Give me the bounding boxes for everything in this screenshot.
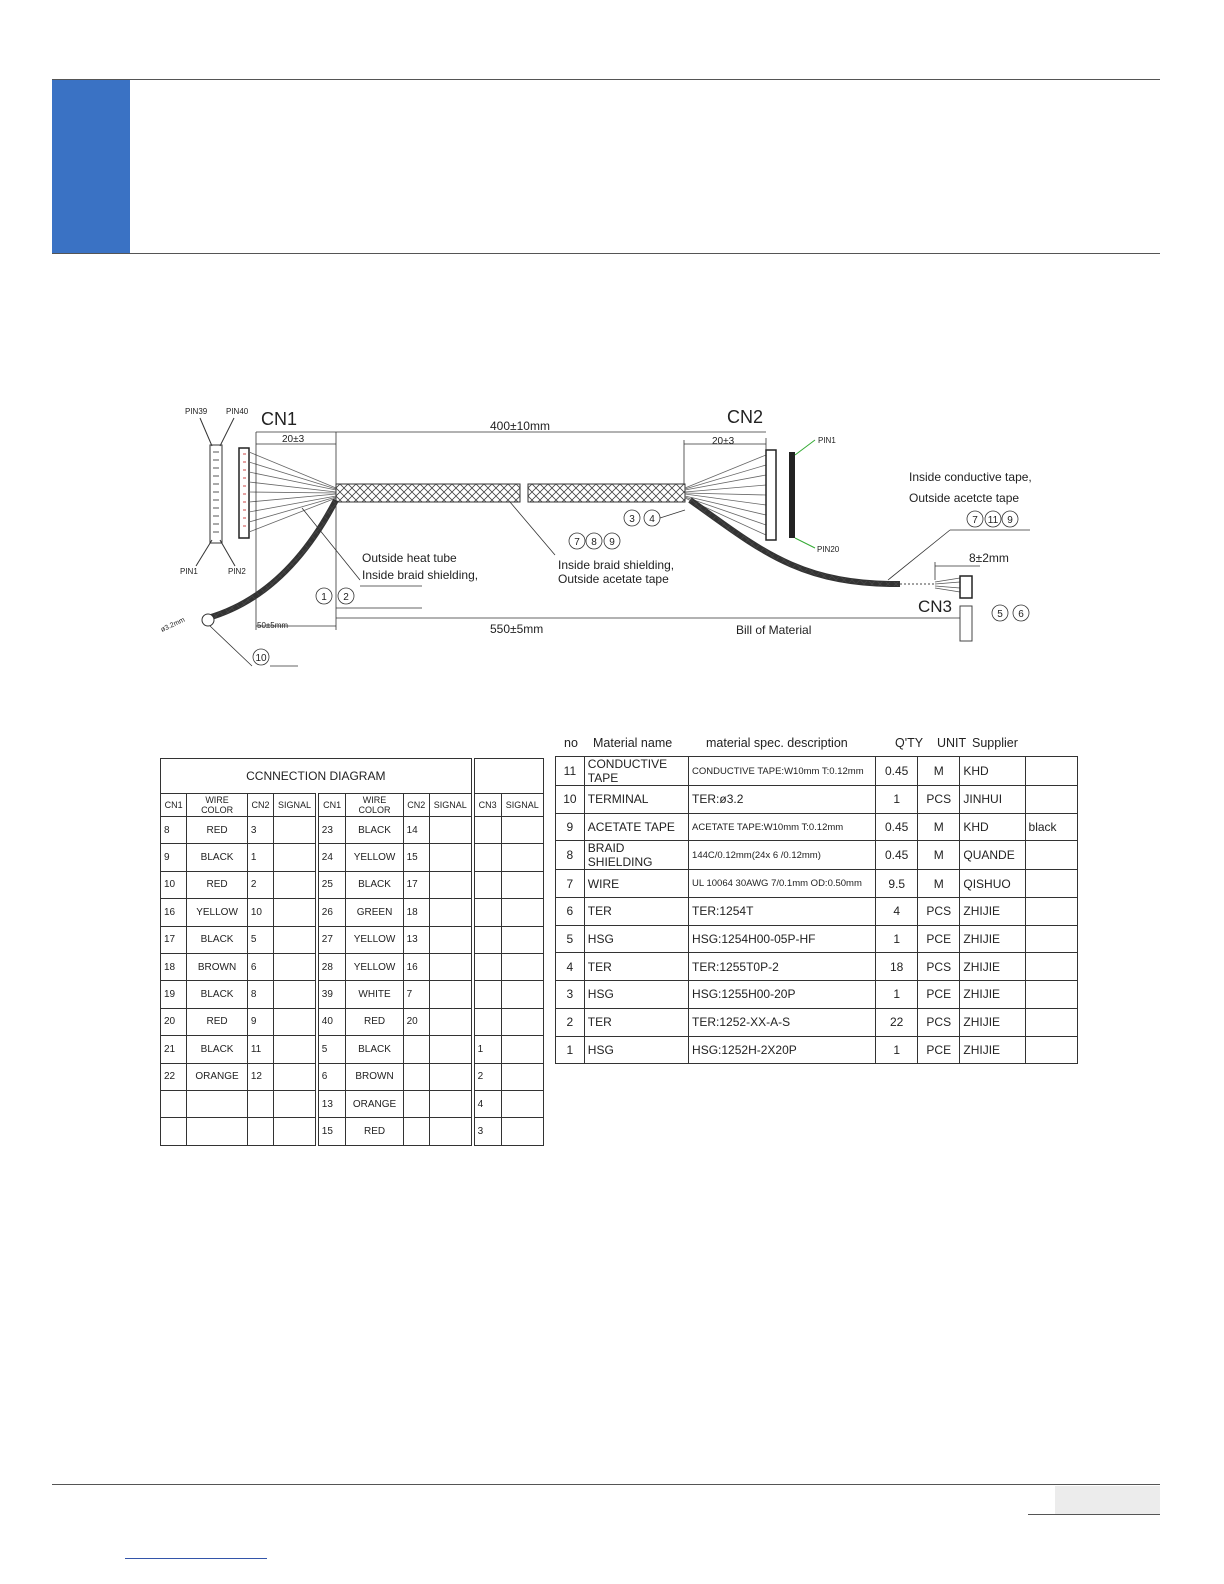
- bom-cell: 18: [876, 953, 918, 981]
- bom-cell: 10: [556, 786, 585, 814]
- connection-cell: ORANGE: [346, 1090, 403, 1117]
- bom-cell: HSG:1252H-2X20P: [689, 1036, 876, 1064]
- dim-cn1: 20±3: [282, 434, 305, 445]
- bom-cell: HSG:1255H00-20P: [689, 981, 876, 1009]
- connection-cell: [429, 1063, 472, 1090]
- connection-cell: [501, 981, 543, 1008]
- connection-cell: [274, 844, 317, 871]
- connection-cell: [161, 1118, 187, 1145]
- bom-cell: PCS: [918, 898, 960, 926]
- connection-cell: [429, 817, 472, 844]
- bom-cell: [1025, 898, 1077, 926]
- pin1-left-label: PIN1: [180, 567, 198, 576]
- connection-cell: [274, 1063, 317, 1090]
- connection-cell: BROWN: [346, 1063, 403, 1090]
- bom-cell: ZHIJIE: [960, 953, 1025, 981]
- connection-row: [161, 1008, 544, 1035]
- connection-title: CCNNECTION DIAGRAM: [161, 759, 473, 794]
- bom-row: [556, 1008, 1078, 1036]
- bom-cell: 5: [556, 925, 585, 953]
- connection-cell: [247, 1090, 273, 1117]
- cn1-label: CN1: [261, 409, 298, 429]
- connection-cell: [501, 899, 543, 926]
- connection-cell: [429, 1036, 472, 1063]
- note-heat-line2: Inside braid shielding,: [362, 568, 479, 582]
- bom-cell: 1: [876, 1036, 918, 1064]
- connection-cell: 40: [317, 1008, 346, 1035]
- dim-ring: 50±5mm: [257, 621, 289, 630]
- connection-cell: [187, 1090, 247, 1117]
- callout-1: 1: [321, 592, 327, 603]
- connection-cell: [473, 953, 501, 980]
- connection-row: [161, 1063, 544, 1090]
- connection-cell: [403, 1118, 429, 1145]
- connection-cell: 18: [161, 953, 187, 980]
- connection-row: [161, 1118, 544, 1145]
- bom-cell: 8: [556, 841, 585, 870]
- callout-10: 10: [255, 653, 267, 664]
- bom-cell: UL 10064 30AWG 7/0.1mm OD:0.50mm: [689, 870, 876, 898]
- bom-cell: [1025, 1008, 1077, 1036]
- bom-cell: 1: [556, 1036, 585, 1064]
- connection-cell: [403, 1063, 429, 1090]
- bom-cell: ZHIJIE: [960, 898, 1025, 926]
- bom-header-supplier: Supplier: [972, 736, 1018, 750]
- connection-cell: [473, 926, 501, 953]
- callout-9: 9: [609, 537, 615, 548]
- bom-cell: [1025, 757, 1077, 786]
- connection-cell: BLACK: [187, 844, 247, 871]
- cable-assembly-drawing: [160, 400, 1040, 682]
- connection-cell: [274, 953, 317, 980]
- bom-cell: 9.5: [876, 870, 918, 898]
- connection-cell: [274, 1118, 317, 1145]
- note-braid-line1: Inside braid shielding,: [558, 558, 675, 572]
- footer-link-line: [125, 1558, 267, 1559]
- connection-cell: [161, 1090, 187, 1117]
- bom-header: [555, 734, 1078, 754]
- connection-cell: YELLOW: [346, 953, 403, 980]
- connection-cell: 9: [161, 844, 187, 871]
- bom-cell: [1025, 953, 1077, 981]
- connection-cell: YELLOW: [346, 844, 403, 871]
- bom-cell: ZHIJIE: [960, 1008, 1025, 1036]
- bom-cell: PCS: [918, 1008, 960, 1036]
- connection-cell: YELLOW: [187, 899, 247, 926]
- ring-terminal: [202, 614, 214, 626]
- callout-2: 2: [343, 592, 349, 603]
- connection-cell: RED: [187, 871, 247, 898]
- bom-cell: ZHIJIE: [960, 981, 1025, 1009]
- connection-cell: [473, 899, 501, 926]
- connection-cell: [473, 817, 501, 844]
- header-wire-color: WIRE COLOR: [187, 794, 247, 817]
- connection-rows: [161, 817, 544, 1146]
- bom-cell: PCE: [918, 1036, 960, 1064]
- bom-cell: TER:1252-XX-A-S: [689, 1008, 876, 1036]
- bom-cell: BRAID SHIELDING: [584, 841, 688, 870]
- bom-cell: 7: [556, 870, 585, 898]
- callout-9b: 9: [1007, 515, 1013, 526]
- callout-7b: 7: [972, 515, 978, 526]
- connection-cell: 28: [317, 953, 346, 980]
- bom-cell: 144C/0.12mm(24x 6 /0.12mm): [689, 841, 876, 870]
- connection-cell: 13: [317, 1090, 346, 1117]
- footer-page-box: [1055, 1486, 1160, 1514]
- connection-cell: 23: [317, 817, 346, 844]
- bom-row: [556, 953, 1078, 981]
- bom-cell: [1025, 841, 1077, 870]
- bom-cell: PCS: [918, 786, 960, 814]
- bill-of-material-table: [555, 756, 1078, 1064]
- connection-cell: 15: [317, 1118, 346, 1145]
- connection-cell: ORANGE: [187, 1063, 247, 1090]
- connection-row: [161, 953, 544, 980]
- footer-underline: [1028, 1514, 1160, 1515]
- bom-cell: 11: [556, 757, 585, 786]
- connection-cell: [274, 1036, 317, 1063]
- bom-cell: HSG: [584, 1036, 688, 1064]
- bom-cell: TERMINAL: [584, 786, 688, 814]
- bom-cell: JINHUI: [960, 786, 1025, 814]
- connection-title-blank: [473, 759, 544, 794]
- bom-header-unit: UNIT: [937, 736, 967, 750]
- bom-cell: TER:1255T0P-2: [689, 953, 876, 981]
- connection-cell: 10: [247, 899, 273, 926]
- bom-cell: HSG: [584, 981, 688, 1009]
- connection-row: [161, 1090, 544, 1117]
- pin20-right-label: PIN20: [817, 545, 840, 554]
- connection-row: [161, 817, 544, 844]
- connection-cell: [501, 1008, 543, 1035]
- connection-cell: 3: [247, 817, 273, 844]
- bom-cell: 1: [876, 786, 918, 814]
- bom-header-name: Material name: [593, 736, 673, 750]
- bom-cell: ACETATE TAPE:W10mm T:0.12mm: [689, 813, 876, 841]
- connection-cell: YELLOW: [346, 926, 403, 953]
- bom-cell: TER:1254T: [689, 898, 876, 926]
- header-accent-block: [52, 80, 130, 253]
- connection-cell: 5: [317, 1036, 346, 1063]
- connection-cell: [429, 926, 472, 953]
- bom-row: [556, 786, 1078, 814]
- footer-rule: [52, 1484, 1160, 1485]
- connection-cell: [501, 844, 543, 871]
- dim-bottom: 550±5mm: [490, 622, 544, 636]
- note-cond-line1: Inside conductive tape,: [909, 470, 1032, 484]
- connection-cell: 19: [161, 981, 187, 1008]
- connection-cell: [274, 871, 317, 898]
- bom-row: [556, 1036, 1078, 1064]
- dim-total-top: 400±10mm: [490, 419, 550, 433]
- bom-cell: M: [918, 757, 960, 786]
- callout-11: 11: [987, 515, 999, 526]
- bom-cell: 2: [556, 1008, 585, 1036]
- connection-row: [161, 1036, 544, 1063]
- bom-row: [556, 813, 1078, 841]
- connection-cell: [473, 871, 501, 898]
- header-signal-c: SIGNAL: [501, 794, 543, 817]
- connection-cell: 10: [161, 871, 187, 898]
- callout-5: 5: [997, 609, 1003, 620]
- connection-cell: [501, 871, 543, 898]
- callout-4: 4: [649, 514, 655, 525]
- connection-cell: [403, 1036, 429, 1063]
- bom-cell: 9: [556, 813, 585, 841]
- connection-cell: [501, 1063, 543, 1090]
- bom-row: [556, 925, 1078, 953]
- connection-cell: [187, 1118, 247, 1145]
- ring-label: ø3.2mm: [160, 616, 187, 634]
- connection-cell: 20: [161, 1008, 187, 1035]
- bom-cell: HSG: [584, 925, 688, 953]
- connection-cell: 1: [247, 844, 273, 871]
- connection-cell: 39: [317, 981, 346, 1008]
- pin39-label: PIN39: [185, 407, 208, 416]
- bom-cell: 1: [876, 981, 918, 1009]
- connection-cell: [501, 1118, 543, 1145]
- header-signal: SIGNAL: [274, 794, 317, 817]
- bom-cell: ZHIJIE: [960, 1036, 1025, 1064]
- connection-cell: 16: [403, 953, 429, 980]
- note-heat-line1: Outside heat tube: [362, 551, 457, 565]
- connection-cell: 20: [403, 1008, 429, 1035]
- main-cable-left: [336, 484, 520, 502]
- bom-cell: [1025, 925, 1077, 953]
- connection-cell: [274, 1090, 317, 1117]
- cn3-header-shape: [960, 606, 972, 641]
- connection-cell: 9: [247, 1008, 273, 1035]
- connection-diagram-table: [160, 758, 544, 1146]
- connection-cell: 26: [317, 899, 346, 926]
- bom-header-no: no: [564, 736, 578, 750]
- bill-label: Bill of Material: [736, 623, 812, 637]
- connection-cell: [247, 1118, 273, 1145]
- connection-cell: 8: [247, 981, 273, 1008]
- connection-cell: 24: [317, 844, 346, 871]
- connection-cell: 4: [473, 1090, 501, 1117]
- connection-cell: 12: [247, 1063, 273, 1090]
- bom-cell: 4: [556, 953, 585, 981]
- header-cn3: CN3: [473, 794, 501, 817]
- bom-cell: M: [918, 813, 960, 841]
- bom-cell: CONDUCTIVE TAPE: [584, 757, 688, 786]
- connection-cell: 7: [403, 981, 429, 1008]
- pin40-label: PIN40: [226, 407, 249, 416]
- bom-cell: TER: [584, 898, 688, 926]
- bom-cell: [1025, 1036, 1077, 1064]
- connection-cell: RED: [346, 1118, 403, 1145]
- callout-7: 7: [574, 537, 580, 548]
- connection-cell: RED: [187, 1008, 247, 1035]
- connection-cell: 13: [403, 926, 429, 953]
- bom-row: [556, 981, 1078, 1009]
- bom-cell: 0.45: [876, 757, 918, 786]
- connection-cell: BLACK: [346, 871, 403, 898]
- bom-cell: M: [918, 870, 960, 898]
- bom-cell: M: [918, 841, 960, 870]
- cn2-header-shape: [789, 452, 795, 538]
- connection-row: [161, 871, 544, 898]
- connection-cell: [429, 1008, 472, 1035]
- connection-cell: GREEN: [346, 899, 403, 926]
- connection-cell: [501, 926, 543, 953]
- bom-cell: QISHUO: [960, 870, 1025, 898]
- bom-rows: [556, 757, 1078, 1064]
- connection-cell: 14: [403, 817, 429, 844]
- bom-header-spec: material spec. description: [706, 736, 848, 750]
- connection-cell: 27: [317, 926, 346, 953]
- connection-cell: [501, 1036, 543, 1063]
- connection-cell: [429, 844, 472, 871]
- connection-cell: 15: [403, 844, 429, 871]
- connection-cell: 6: [317, 1063, 346, 1090]
- connection-cell: 6: [247, 953, 273, 980]
- connection-cell: 8: [161, 817, 187, 844]
- connection-cell: [274, 981, 317, 1008]
- connection-cell: [429, 1118, 472, 1145]
- bom-cell: TER:ø3.2: [689, 786, 876, 814]
- connection-cell: 22: [161, 1063, 187, 1090]
- bom-cell: [1025, 786, 1077, 814]
- bom-cell: black: [1025, 813, 1077, 841]
- header-bottom-rule: [52, 253, 1160, 254]
- bom-cell: PCS: [918, 953, 960, 981]
- connection-cell: [473, 844, 501, 871]
- callout-3: 3: [629, 514, 635, 525]
- bom-row: [556, 870, 1078, 898]
- connection-cell: BROWN: [187, 953, 247, 980]
- cn3-connector-shape: [960, 576, 972, 598]
- bom-cell: TER: [584, 1008, 688, 1036]
- header-wire-color-b: WIRE COLOR: [346, 794, 403, 817]
- connection-cell: 2: [473, 1063, 501, 1090]
- dim-cn3: 8±2mm: [969, 551, 1009, 565]
- bom-cell: [1025, 870, 1077, 898]
- connection-cell: 1: [473, 1036, 501, 1063]
- connection-cell: BLACK: [187, 981, 247, 1008]
- bom-cell: 0.45: [876, 813, 918, 841]
- connection-cell: BLACK: [187, 926, 247, 953]
- bom-cell: 0.45: [876, 841, 918, 870]
- connection-row: [161, 981, 544, 1008]
- connection-cell: [473, 981, 501, 1008]
- bom-cell: 4: [876, 898, 918, 926]
- cn2-connector-shape: [766, 450, 776, 540]
- header-cn2-b: CN2: [403, 794, 429, 817]
- bom-cell: KHD: [960, 757, 1025, 786]
- header-signal-b: SIGNAL: [429, 794, 472, 817]
- connection-cell: RED: [187, 817, 247, 844]
- connection-cell: 17: [161, 926, 187, 953]
- callout-6: 6: [1018, 609, 1024, 620]
- bom-row: [556, 757, 1078, 786]
- connection-row: [161, 899, 544, 926]
- bom-cell: QUANDE: [960, 841, 1025, 870]
- connection-cell: BLACK: [346, 1036, 403, 1063]
- pin2-left-label: PIN2: [228, 567, 246, 576]
- connection-cell: 17: [403, 871, 429, 898]
- bom-cell: PCE: [918, 925, 960, 953]
- connection-cell: [473, 1008, 501, 1035]
- bom-cell: [1025, 981, 1077, 1009]
- connection-cell: [274, 1008, 317, 1035]
- connection-cell: [274, 926, 317, 953]
- bom-cell: HSG:1254H00-05P-HF: [689, 925, 876, 953]
- header-cn1-b: CN1: [317, 794, 346, 817]
- bom-cell: 22: [876, 1008, 918, 1036]
- connection-cell: 5: [247, 926, 273, 953]
- header-top-rule: [52, 79, 1160, 80]
- connection-cell: [429, 899, 472, 926]
- bom-cell: WIRE: [584, 870, 688, 898]
- dim-cn2: 20±3: [712, 436, 735, 447]
- bom-row: [556, 898, 1078, 926]
- bom-cell: CONDUCTIVE TAPE:W10mm T:0.12mm: [689, 757, 876, 786]
- note-braid-line2: Outside acetate tape: [558, 572, 669, 586]
- note-cond-line2: Outside acetcte tape: [909, 491, 1020, 505]
- connection-cell: BLACK: [187, 1036, 247, 1063]
- connection-cell: 2: [247, 871, 273, 898]
- connection-cell: [429, 1090, 472, 1117]
- connection-cell: WHITE: [346, 981, 403, 1008]
- connection-cell: [274, 899, 317, 926]
- bom-row: [556, 841, 1078, 870]
- connection-cell: BLACK: [346, 817, 403, 844]
- connection-cell: [501, 953, 543, 980]
- connection-cell: 25: [317, 871, 346, 898]
- bom-cell: KHD: [960, 813, 1025, 841]
- connection-cell: RED: [346, 1008, 403, 1035]
- connection-cell: 18: [403, 899, 429, 926]
- bom-cell: 3: [556, 981, 585, 1009]
- connection-cell: 21: [161, 1036, 187, 1063]
- connection-cell: [429, 871, 472, 898]
- connection-cell: [501, 1090, 543, 1117]
- connection-cell: 3: [473, 1118, 501, 1145]
- bom-cell: 6: [556, 898, 585, 926]
- bom-cell: ACETATE TAPE: [584, 813, 688, 841]
- connection-cell: [274, 817, 317, 844]
- main-cable-right: [528, 484, 685, 502]
- connection-cell: 16: [161, 899, 187, 926]
- connection-cell: [501, 817, 543, 844]
- bom-header-qty: Q'TY: [895, 736, 924, 750]
- header-cn1: CN1: [161, 794, 187, 817]
- connection-row: [161, 844, 544, 871]
- cn2-label: CN2: [727, 407, 764, 427]
- pin1-right-label: PIN1: [818, 436, 836, 445]
- connection-cell: 11: [247, 1036, 273, 1063]
- bom-cell: ZHIJIE: [960, 925, 1025, 953]
- connection-row: [161, 926, 544, 953]
- bom-cell: TER: [584, 953, 688, 981]
- cn3-label: CN3: [918, 597, 953, 616]
- callout-8: 8: [591, 537, 597, 548]
- bom-cell: 1: [876, 925, 918, 953]
- header-cn2: CN2: [247, 794, 273, 817]
- bom-cell: PCE: [918, 981, 960, 1009]
- connection-cell: [429, 981, 472, 1008]
- connection-cell: [429, 953, 472, 980]
- connection-cell: [403, 1090, 429, 1117]
